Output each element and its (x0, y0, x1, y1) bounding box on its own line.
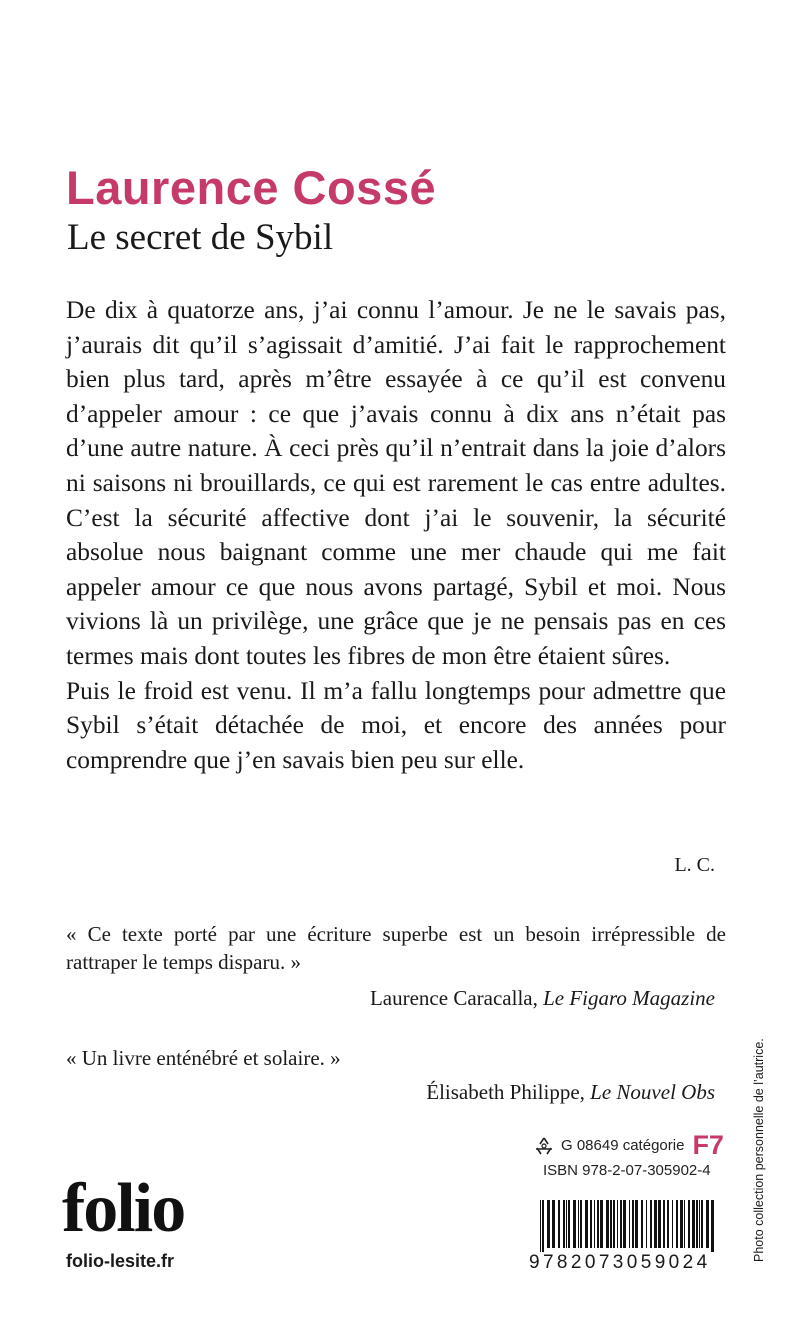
barcode-bar (672, 1200, 673, 1248)
barcode-bar (552, 1200, 555, 1248)
barcode-bar (542, 1200, 544, 1252)
barcode-bar (600, 1200, 603, 1248)
review-quote-2: « Un livre enténébré et solaire. » (66, 1046, 341, 1070)
barcode-bar (566, 1200, 567, 1248)
barcode-bar (696, 1200, 698, 1248)
isbn: ISBN 978-2-07-305902-4 (543, 1162, 711, 1179)
photo-credit: Photo collection personnelle de l’autrice. (752, 1038, 766, 1262)
barcode-bar (658, 1200, 661, 1248)
barcode-bar (540, 1200, 541, 1252)
review-author-1: Laurence Caracalla, (369, 986, 538, 1010)
barcode-bar (597, 1200, 599, 1248)
blurb-paragraph-1: De dix à quatorze ans, j’ai connu l’amour. Je ne le savais pas, j’aurais dit qu’il s’agissait d’amitié. J’ai fait le rapprochement bien plus tard, après m’être essayée à ce qu’il est convenu d’appeler amour : ce que j’avais connu à dix ans n’était pas d’une autre nature. À ceci près qu’il n’entrait dans la joie d’alors ni saisons ni brouillards, ce qui est rarement le cas entre adultes. C’est la sécurité affective dont j’ai le souvenir, la sécurité absolue nous baignant comme une mer chaude qui me fait appeler amour ce que nous avons partagé, Sybil et moi. Nous vivions là un privilège, une grâce que je ne pensais pas en ces termes mais dont toutes les fibres de mon être étaient sûres. (66, 296, 726, 670)
review-attribution-2 (426, 1080, 715, 1105)
barcode-bar (711, 1200, 714, 1252)
barcode-bar (617, 1200, 618, 1248)
barcode-bar (654, 1200, 657, 1248)
publisher-website: folio-lesite.fr (66, 1251, 175, 1271)
barcode-bar (699, 1200, 700, 1248)
blurb (66, 293, 726, 777)
barcode-bar (629, 1200, 630, 1248)
blurb-paragraph-2: Puis le froid est venu. Il m’a fallu longtemps pour admettre que Sybil s’était détachée de moi, et encore des années pour comprendre que j’en savais bien peu sur elle. (66, 676, 726, 774)
barcode-bar (663, 1200, 665, 1248)
review-publication-1: Le Figaro Magazine (543, 986, 715, 1010)
barcode-bar (573, 1200, 576, 1248)
barcode-bar (646, 1200, 647, 1248)
folio-logo: folio (62, 1170, 185, 1247)
barcode-bar (688, 1200, 690, 1248)
barcode-bar (650, 1200, 652, 1248)
review-quote-1: « Ce texte porté par une écriture superbe est un besoin irrépressible de rattraper le temps disparu. » (66, 922, 726, 974)
barcode-bar (613, 1200, 615, 1248)
review-author-2: Élisabeth Philippe, (426, 1080, 585, 1104)
barcode-bar (684, 1200, 685, 1248)
author-name: Laurence Cossé (66, 161, 437, 214)
barcode-bar (578, 1200, 579, 1248)
barcode-bar (568, 1200, 570, 1248)
ean-number: 9782073059024 (529, 1252, 711, 1273)
barcode-bar (610, 1200, 612, 1248)
barcode-bar (706, 1200, 709, 1248)
barcode-bar (635, 1200, 638, 1248)
barcode-bar (590, 1200, 592, 1248)
product-codes (533, 1132, 724, 1179)
barcode-bar (585, 1200, 588, 1248)
barcode (540, 1200, 716, 1252)
barcode-bar (563, 1200, 565, 1248)
review-publication-2: Le Nouvel Obs (590, 1080, 715, 1104)
category-label: catégorie (622, 1137, 685, 1154)
recycling-icon (533, 1136, 555, 1156)
barcode-bar (641, 1200, 643, 1248)
barcode-bar (623, 1200, 626, 1248)
category-code: F7 (692, 1130, 724, 1160)
barcode-bar (620, 1200, 622, 1248)
barcode-bar (680, 1200, 683, 1248)
barcode-bar (594, 1200, 595, 1248)
barcode-bar (558, 1200, 560, 1248)
barcode-bar (692, 1200, 695, 1248)
review-attribution-1 (370, 986, 715, 1011)
barcode-bar (667, 1200, 669, 1248)
barcode-bar (632, 1200, 634, 1248)
barcode-bar (606, 1200, 609, 1248)
barcode-bar (676, 1200, 678, 1248)
product-code: G 08649 (561, 1137, 619, 1154)
barcode-bar (580, 1200, 582, 1248)
barcode-bar (701, 1200, 703, 1248)
barcode-bar (547, 1200, 550, 1248)
author-signature: L. C. (674, 854, 715, 876)
book-title: Le secret de Sybil (67, 217, 334, 258)
